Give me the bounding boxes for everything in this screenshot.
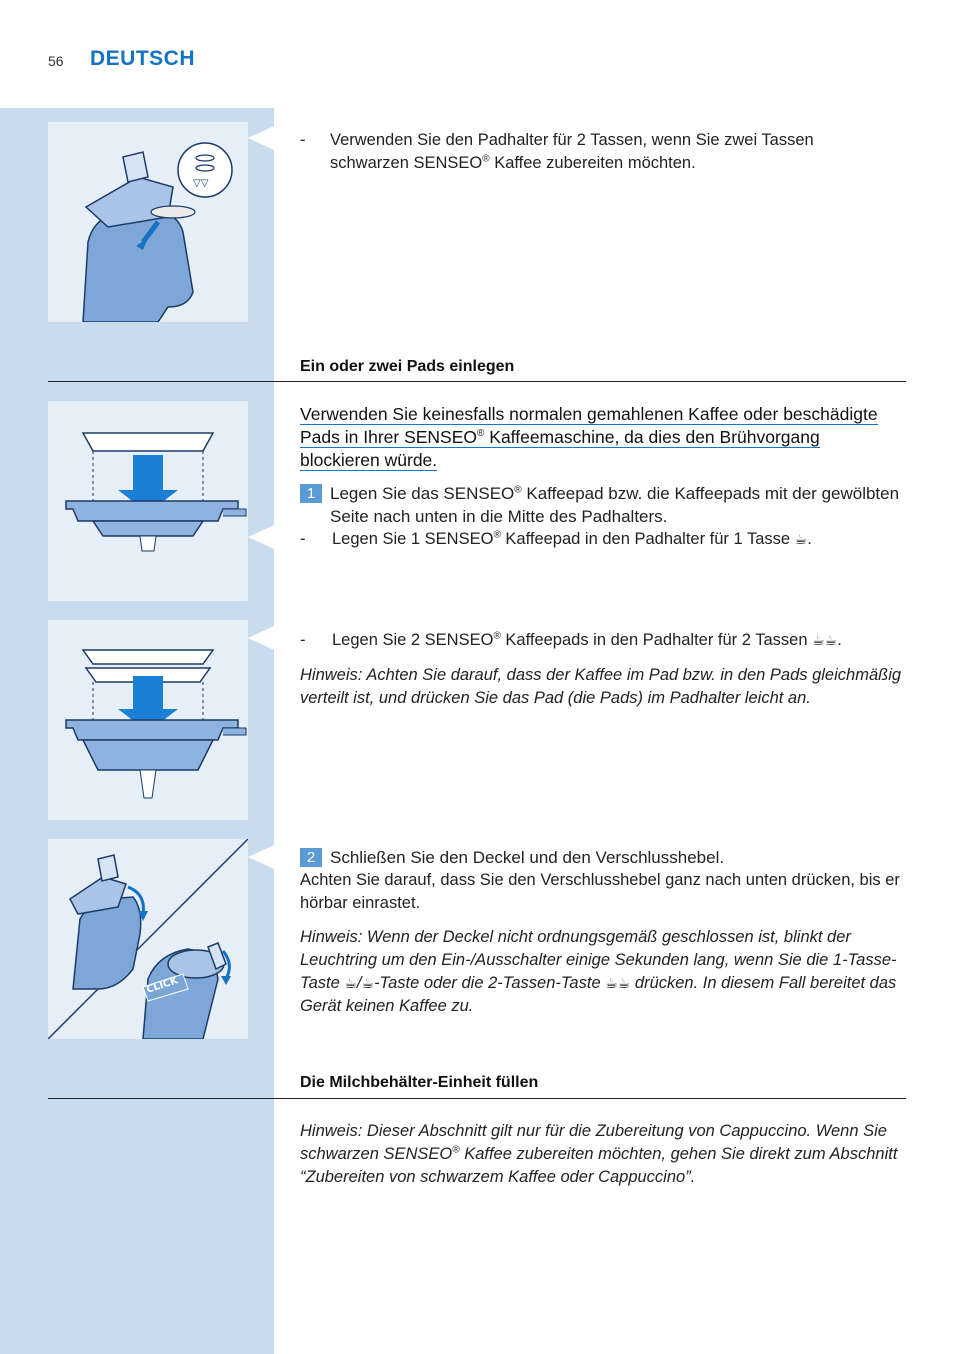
two-pads-text-a: Legen Sie 2 SENSEO [332,631,494,649]
one-pad-text-b: Kaffeepad in den Padhalter für 1 Tasse [500,530,795,548]
two-cups-icon: ☕☕ [812,632,838,648]
one-pad-end: . [807,530,812,548]
two-cups-icon: ☕☕ [605,975,631,991]
two-pads-text [300,629,906,710]
step-number-badge: 2 [300,848,322,867]
pad-holder-two-cups-text [300,129,906,175]
pad-holder-two-line-2: schwarzen SENSEO [330,154,483,172]
click-label: CLICK [145,975,180,996]
figure-pointer [248,845,274,869]
registered-mark: ® [452,1144,460,1156]
step-2-body: Achten Sie darauf, dass Sie den Verschlusshebel ganz nach unten drücken, bis er hörbar einrastet. [300,871,900,912]
two-pads-end: . [837,631,842,649]
one-cup-icon: ☕ [794,531,808,547]
registered-mark: ® [493,630,501,642]
hint-milk [300,1120,906,1189]
step-1-text-a: Legen Sie das SENSEO [330,484,515,503]
hint-pads: Hinweis: Achten Sie darauf, dass der Kaffee im Pad bzw. in den Pads gleichmäßig verteilt ist, und drücken Sie das Pad (die Pads) im Padhalter leicht an. [300,666,902,707]
warning-line-3: blockieren würde. [300,450,438,470]
warning-line-2b: Kaffeemaschine, da dies den Brühvorgang [484,427,820,447]
figure-close-lid [48,839,248,1039]
figure-one-pad-in-holder [48,401,248,601]
section-title-insert-pads: Ein oder zwei Pads einlegen [300,358,515,375]
step-1-text-b: Kaffeepad bzw. die Kaffeepads mit der gewölbten Seite nach unten in die Mitte des Padhalters. [330,484,900,526]
section-title-milk: Die Milchbehälter-Einheit füllen [300,1074,539,1091]
bullet-dash: - [300,631,306,649]
pad-holder-two-line-2-end: Kaffee zubereiten möchten. [489,154,696,172]
bullet-dash: - [300,530,306,548]
registered-mark: ® [482,153,490,165]
hint-lid-c: -Taste oder die 2-Tassen-Taste [374,974,606,992]
warning-line-2a: Pads in Ihrer SENSEO [300,427,478,447]
hint-milk-b: Kaffee zubereiten möchten, gehen Sie direkt zum Abschnitt “Zubereiten von schwarzem Kaffee oder Cappuccino”. [300,1145,898,1186]
hint-milk-a: Hinweis: Dieser Abschnitt gilt nur für die Zubereitung von Cappuccino. Wenn Sie schwarzen SENSEO [300,1122,887,1163]
step-2-title: Schließen Sie den Deckel und den Verschlusshebel. [330,848,725,867]
bullet-dash: - [300,131,306,149]
pad-holder-two-line-1: Verwenden Sie den Padhalter für 2 Tassen, wenn Sie zwei Tassen [330,131,814,149]
section-divider [48,381,906,382]
hint-lid [300,926,906,1018]
figure-two-pads-in-holder [48,620,248,820]
two-pads-text-b: Kaffeepads in den Padhalter für 2 Tassen [500,631,813,649]
step-2 [300,846,906,1018]
hint-lid-b: / [356,974,362,992]
figure-pointer [248,626,274,650]
hint-lid-a: Hinweis: Wenn der Deckel nicht ordnungsgemäß geschlossen ist, blinkt der Leuchtring um den Ein-/Ausschalter einige Sekunden lang, wenn Sie die 1-Tasse-Taste [300,928,897,992]
registered-mark: ® [493,529,501,541]
step-number-badge: 1 [300,484,322,503]
language-heading: DEUTSCH [90,47,196,70]
section-divider [48,1098,906,1099]
warning-line-1: Verwenden Sie keinesfalls normalen gemahlenen Kaffee oder beschädigte [300,404,878,424]
figure-pointer [248,525,274,549]
figure-pointer [248,126,274,150]
one-pad-text-a: Legen Sie 1 SENSEO [332,530,494,548]
step-1 [300,482,906,551]
warning-text [300,403,906,472]
registered-mark: ® [514,484,522,496]
cappuccino-icon: ☕ [361,975,375,991]
page-number: 56 [48,53,64,69]
hint-lid-d: drücken. In diesem Fall bereitet das Gerät keinen Kaffee zu. [300,974,897,1015]
svg-text:▽▽: ▽▽ [193,178,209,189]
registered-mark: ® [477,428,485,440]
one-cup-icon: ☕ [344,975,357,991]
figure-pad-holder-machine [48,122,248,322]
